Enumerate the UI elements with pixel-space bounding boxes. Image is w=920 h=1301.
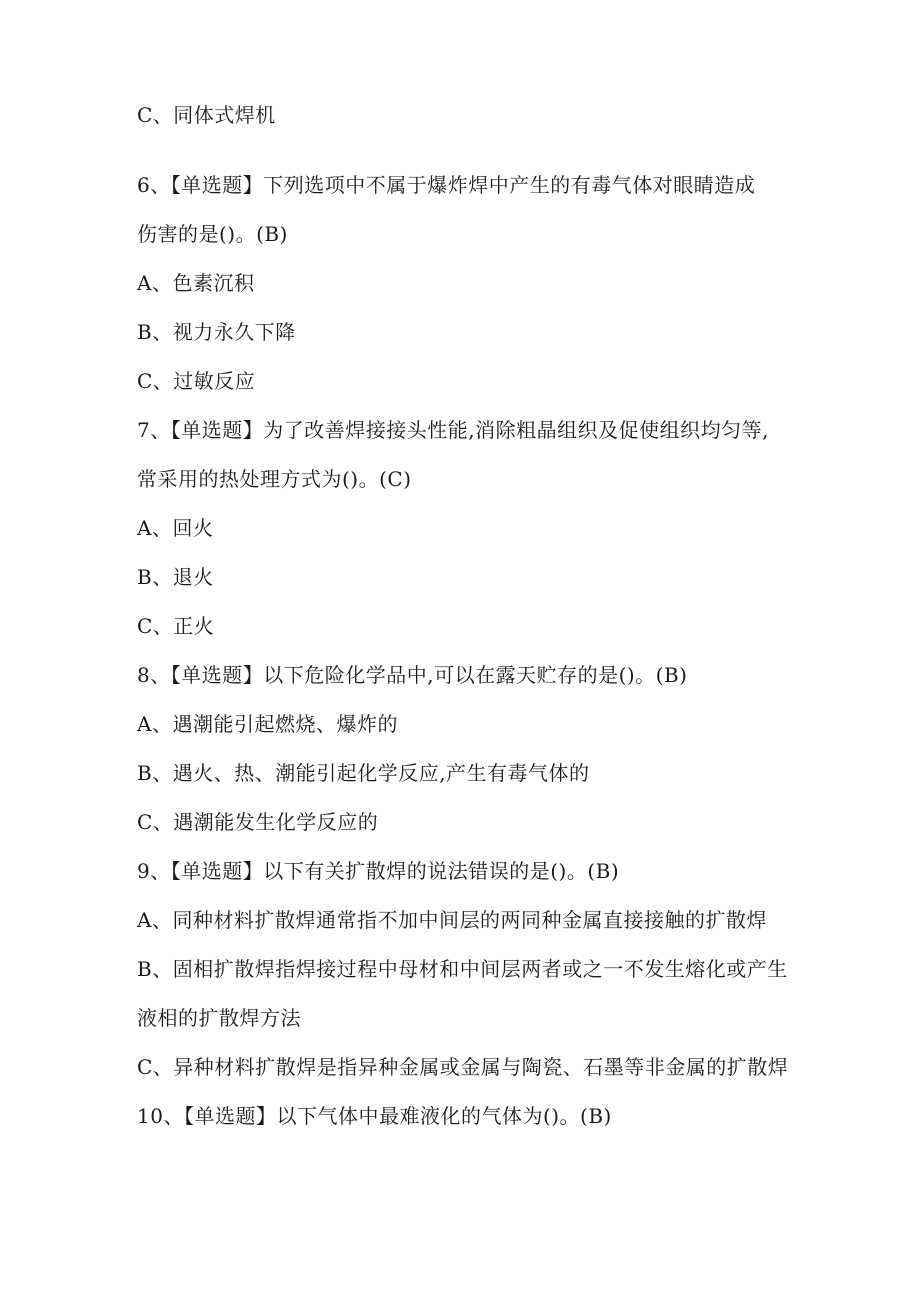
option-6a: A、色素沉积 [137, 271, 255, 295]
question-6-line-2: 伤害的是()。(B) [137, 222, 288, 246]
option-8a: A、遇潮能引起燃烧、爆炸的 [137, 712, 398, 736]
question-7-line-1: 7、【单选题】为了改善焊接接头性能,消除粗晶组织及促使组织均匀等, [137, 418, 769, 442]
option-6c: C、过敏反应 [137, 369, 256, 393]
option-9b-line-2: 液相的扩散焊方法 [137, 1006, 301, 1030]
option-7c: C、正火 [137, 614, 215, 638]
option-8b: B、遇火、热、潮能引起化学反应,产生有毒气体的 [137, 761, 590, 785]
option-5c: C、同体式焊机 [137, 103, 276, 127]
question-9: 9、【单选题】以下有关扩散焊的说法错误的是()。(B) [137, 859, 620, 883]
option-9c: C、异种材料扩散焊是指异种金属或金属与陶瓷、石墨等非金属的扩散焊 [137, 1055, 789, 1079]
question-7-line-2: 常采用的热处理方式为()。(C) [137, 467, 412, 491]
option-9b-line-1: B、固相扩散焊指焊接过程中母材和中间层两者或之一不发生熔化或产生 [137, 957, 788, 981]
question-6-line-1: 6、【单选题】下列选项中不属于爆炸焊中产生的有毒气体对眼睛造成 [137, 173, 756, 197]
option-7a: A、回火 [137, 516, 214, 540]
question-8: 8、【单选题】以下危险化学品中,可以在露天贮存的是()。(B) [137, 663, 688, 687]
option-7b: B、退火 [137, 565, 214, 589]
option-6b: B、视力永久下降 [137, 320, 296, 344]
option-8c: C、遇潮能发生化学反应的 [137, 810, 379, 834]
option-9a: A、同种材料扩散焊通常指不加中间层的两同种金属直接接触的扩散焊 [137, 908, 767, 932]
question-10: 10、【单选题】以下气体中最难液化的气体为()。(B) [137, 1104, 612, 1128]
